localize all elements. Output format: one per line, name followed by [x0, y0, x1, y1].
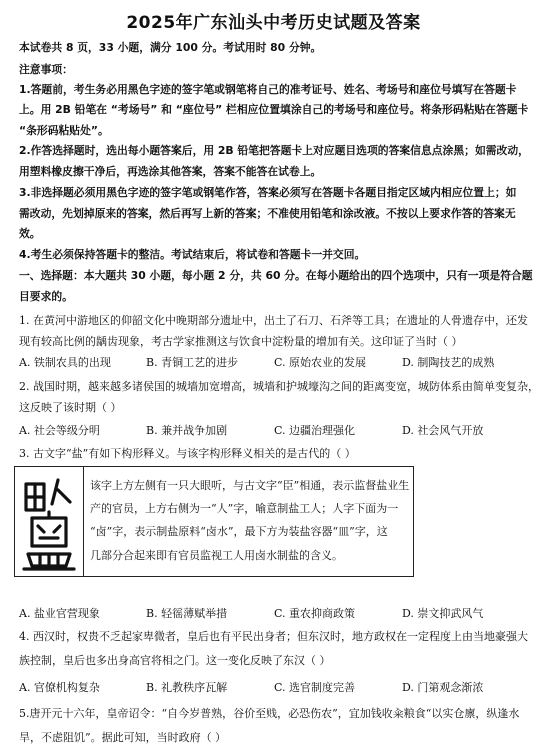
option-c: C. 选官制度完善: [274, 681, 356, 694]
option-a: A. 铁制农具的出现: [19, 356, 111, 369]
notice-line: 4.考生必须保持答题卡的整洁。考试结束后，将试卷和答题卡一并交回。: [19, 248, 366, 261]
option-a: A. 官僚机构复杂: [19, 681, 100, 694]
question-stem: 5.唐开元十六年，皇帝诏令：“自今岁普熟，谷价至贱，必恐伤农”，宜加钱收籴粮食“以实仓廪，纵逢水: [19, 707, 520, 720]
question-stem: 旱，不虑阻饥”。据此可知，当时政府（ ）: [19, 731, 227, 744]
option-c: C. 重农抑商政策: [274, 607, 356, 620]
page-title: 2025年广东汕头中考历史试题及答案: [126, 13, 421, 33]
option-b: B. 青铜工艺的进步: [146, 356, 239, 369]
notice-line: 用塑料橡皮擦干净后，再选涂其他答案，答案不能答在试卷上。: [19, 165, 322, 178]
question-stem: 族控制，皇后也多出身高官将相之门。这一变化反映了东汉（ ）: [19, 654, 331, 667]
option-b: B. 兼并战争加剧: [146, 424, 228, 437]
ancient-salt-glyph-icon: [14, 466, 84, 577]
notice-heading: 注意事项：: [19, 63, 73, 76]
notice-line: 上。用 2B 铅笔在 “考场号” 和 “座位号” 栏相应位置填涂自己的考场号和座位号。将条形码粘贴在答题卡: [19, 103, 529, 116]
option-d: D. 社会风气开放: [402, 424, 484, 437]
option-b: B. 礼教秩序瓦解: [146, 681, 228, 694]
glyph-explanation-line: “卤”字，表示制盐原料“卤水”，最下方为装盐容器“皿”字，这: [90, 525, 388, 538]
glyph-explanation-line: 几部分合起来即有官员监视工人用卤水制盐的含义。: [90, 549, 343, 562]
option-a: A. 社会等级分明: [19, 424, 100, 437]
notice-line: 2.作答选择题时，选出每小题答案后，用 2B 铅笔把答题卡上对应题目选项的答案信息点涂黑；如需改动，: [19, 144, 529, 157]
section-heading: 一、选择题：本大题共 30 小题，每小题 2 分，共 60 分。在每小题给出的四个选项中，只有一项是符合题: [19, 269, 533, 282]
section-heading: 目要求的。: [19, 290, 73, 303]
option-c: C. 原始农业的发展: [274, 356, 367, 369]
option-c: C. 边疆治理强化: [274, 424, 356, 437]
exam-info: 本试卷共 8 页，33 小题，满分 100 分。考试用时 80 分钟。: [19, 41, 322, 54]
option-d: D. 制陶技艺的成熟: [402, 356, 495, 369]
question-stem: 现有较高比例的龋齿现象，考古学家推测这与饮食中淀粉量的增加有关。这印证了当时（ ）: [19, 335, 463, 348]
option-d: D. 门第观念渐浓: [402, 681, 484, 694]
question-stem: 4. 西汉时，权贵不乏起家卑微者，皇后也有平民出身者；但东汉时，地方政权在一定程度上由当地豪强大: [19, 630, 528, 643]
notice-line: “条形码粘贴处”。: [19, 124, 109, 137]
notice-line: 效。: [19, 227, 41, 240]
notice-line: 3.非选择题必须用黑色字迹的签字笔或钢笔作答，答案必须写在答题卡各题目指定区域内相应位置上；如: [19, 186, 517, 199]
notice-line: 1.答题前，考生务必用黑色字迹的签字笔或钢笔将自己的准考证号、姓名、考场号和座位号填写在答题卡: [19, 83, 517, 96]
option-b: B. 轻徭薄赋举措: [146, 607, 228, 620]
question-stem: 2. 战国时期，越来越多诸侯国的城墙加宽增高，城墙和护城壕沟之间的距离变宽，城防体系由简单变复杂，: [19, 380, 539, 393]
question-stem: 3. 古文字“盐”有如下构形释义。与该字构形释义相关的是古代的（ ）: [19, 447, 356, 460]
question-stem: 1. 在黄河中游地区的仰韶文化中晚期部分遗址中，出土了石刀、石斧等工具；在遗址的人骨遗存中，还发: [19, 314, 528, 327]
ancient-salt-glyph-cell: [14, 466, 84, 577]
glyph-explanation-line: 产的官员，上方右侧为一“人”字，喻意制盐工人；人字下面为一: [90, 502, 399, 515]
option-d: D. 崇文抑武风气: [402, 607, 484, 620]
question-stem: 这反映了该时期（ ）: [19, 401, 122, 414]
notice-line: 需改动，先划掉原来的答案，然后再写上新的答案；不准使用铅笔和涂改液。不按以上要求作答的答案无: [19, 207, 516, 220]
glyph-explanation-line: 该字上方左侧有一只大眼听，与古文字“臣”相通，表示监督盐业生: [90, 479, 410, 492]
option-a: A. 盐业官营现象: [19, 607, 100, 620]
